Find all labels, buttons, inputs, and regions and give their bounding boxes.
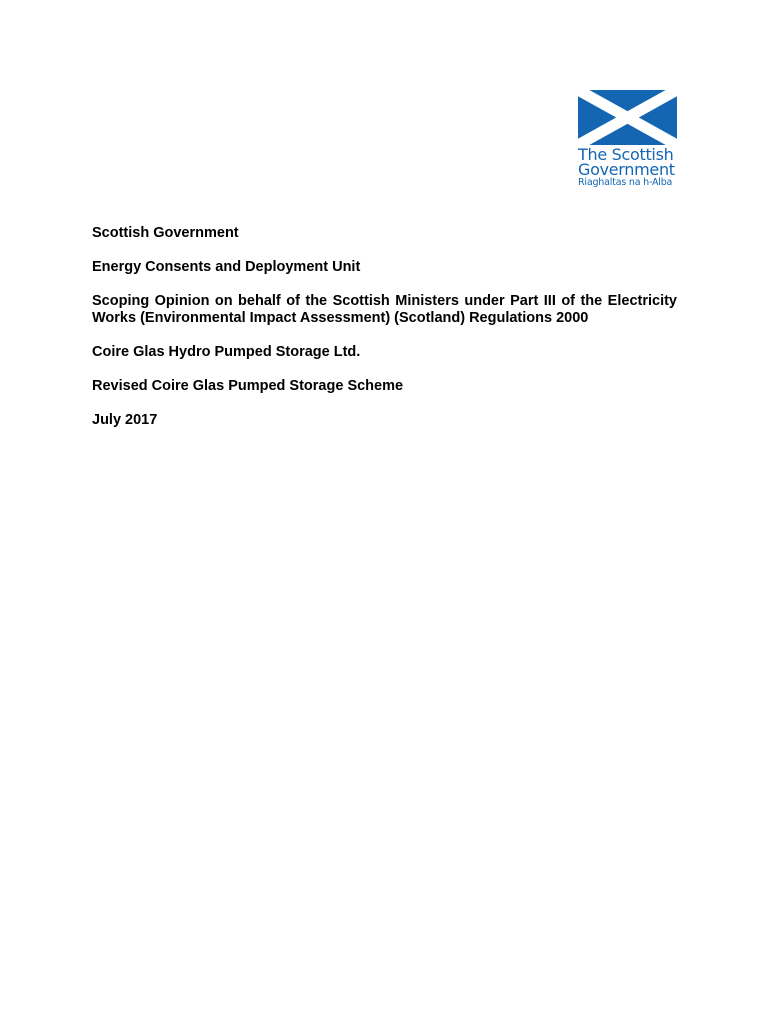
document-title: Scoping Opinion on behalf of the Scottish Ministers under Part III of the Electricity Works (Environmental Impact Assessment) (Scotland) Regulations 2000: [92, 293, 677, 326]
document-body: [92, 225, 677, 446]
scheme-name: Revised Coire Glas Pumped Storage Scheme: [92, 378, 404, 394]
scottish-government-logo: [578, 90, 680, 189]
organisation-heading: Scottish Government: [92, 225, 239, 241]
unit-heading: Energy Consents and Deployment Unit: [92, 259, 361, 275]
logo-text-line1: The Scottish: [578, 145, 674, 164]
logo-text-line2: Government: [578, 160, 675, 179]
document-date: July 2017: [92, 412, 158, 428]
saltire-flag-icon: [578, 90, 677, 145]
applicant-name: Coire Glas Hydro Pumped Storage Ltd.: [92, 344, 361, 360]
logo-text-gaelic: Riaghaltas na h-Alba: [578, 177, 673, 188]
